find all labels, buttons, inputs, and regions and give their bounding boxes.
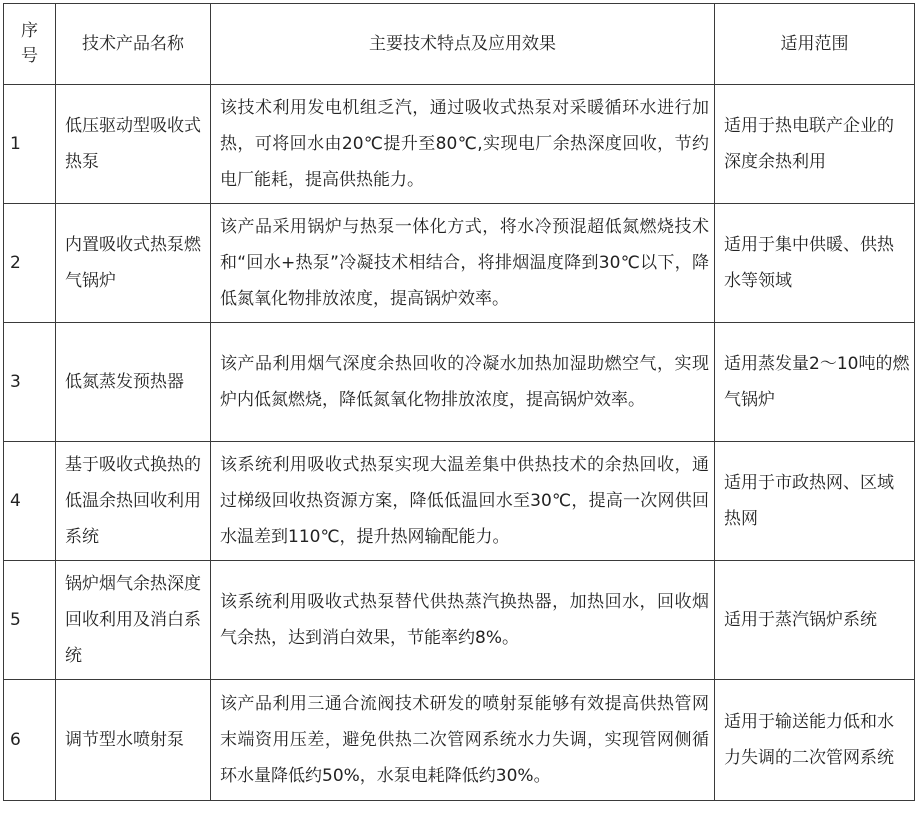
product-scope: 适用于集中供暖、供热水等领域 <box>715 204 915 323</box>
row-number: 2 <box>4 204 56 323</box>
row-number: 3 <box>4 323 56 442</box>
product-features: 该产品采用锅炉与热泵一体化方式，将水冷预混超低氮燃烧技术和“回水+热泵”冷凝技术相结合，将排烟温度降到30℃以下，降低氮氧化物排放浓度，提高锅炉效率。 <box>211 204 715 323</box>
table-row <box>4 680 915 801</box>
product-name: 低氮蒸发预热器 <box>56 323 211 442</box>
header-seq: 序号 <box>4 4 56 85</box>
header-name: 技术产品名称 <box>56 4 211 85</box>
row-number: 5 <box>4 561 56 680</box>
table-row <box>4 323 915 442</box>
product-scope: 适用于热电联产企业的深度余热利用 <box>715 85 915 204</box>
header-scope: 适用范围 <box>715 4 915 85</box>
table-row <box>4 85 915 204</box>
product-features: 该系统利用吸收式热泵替代供热蒸汽换热器，加热回水，回收烟气余热，达到消白效果，节能率约8%。 <box>211 561 715 680</box>
product-features: 该产品利用烟气深度余热回收的冷凝水加热加湿助燃空气，实现炉内低氮燃烧，降低氮氧化物排放浓度，提高锅炉效率。 <box>211 323 715 442</box>
row-number: 4 <box>4 442 56 561</box>
product-scope: 适用于市政热网、区域热网 <box>715 442 915 561</box>
product-name: 锅炉烟气余热深度回收利用及消白系统 <box>56 561 211 680</box>
product-features: 该产品利用三通合流阀技术研发的喷射泵能够有效提高供热管网末端资用压差，避免供热二次管网系统水力失调，实现管网侧循环水量降低约50%，水泵电耗降低约30%。 <box>211 680 715 801</box>
product-name: 基于吸收式换热的低温余热回收利用系统 <box>56 442 211 561</box>
table-row <box>4 204 915 323</box>
product-features: 该系统利用吸收式热泵实现大温差集中供热技术的余热回收，通过梯级回收热资源方案，降低低温回水至30℃，提高一次网供回水温差到110℃，提升热网输配能力。 <box>211 442 715 561</box>
table-row <box>4 561 915 680</box>
technology-product-table <box>3 3 915 801</box>
product-name: 低压驱动型吸收式热泵 <box>56 85 211 204</box>
row-number: 1 <box>4 85 56 204</box>
product-scope: 适用于输送能力低和水力失调的二次管网系统 <box>715 680 915 801</box>
header-features: 主要技术特点及应用效果 <box>211 4 715 85</box>
product-scope: 适用于蒸汽锅炉系统 <box>715 561 915 680</box>
table-row <box>4 442 915 561</box>
table-header-row <box>4 4 915 85</box>
product-scope: 适用蒸发量2～10吨的燃气锅炉 <box>715 323 915 442</box>
row-number: 6 <box>4 680 56 801</box>
product-name: 内置吸收式热泵燃气锅炉 <box>56 204 211 323</box>
product-name: 调节型水喷射泵 <box>56 680 211 801</box>
product-features: 该技术利用发电机组乏汽，通过吸收式热泵对采暖循环水进行加热，可将回水由20℃提升至80℃,实现电厂余热深度回收，节约电厂能耗，提高供热能力。 <box>211 85 715 204</box>
